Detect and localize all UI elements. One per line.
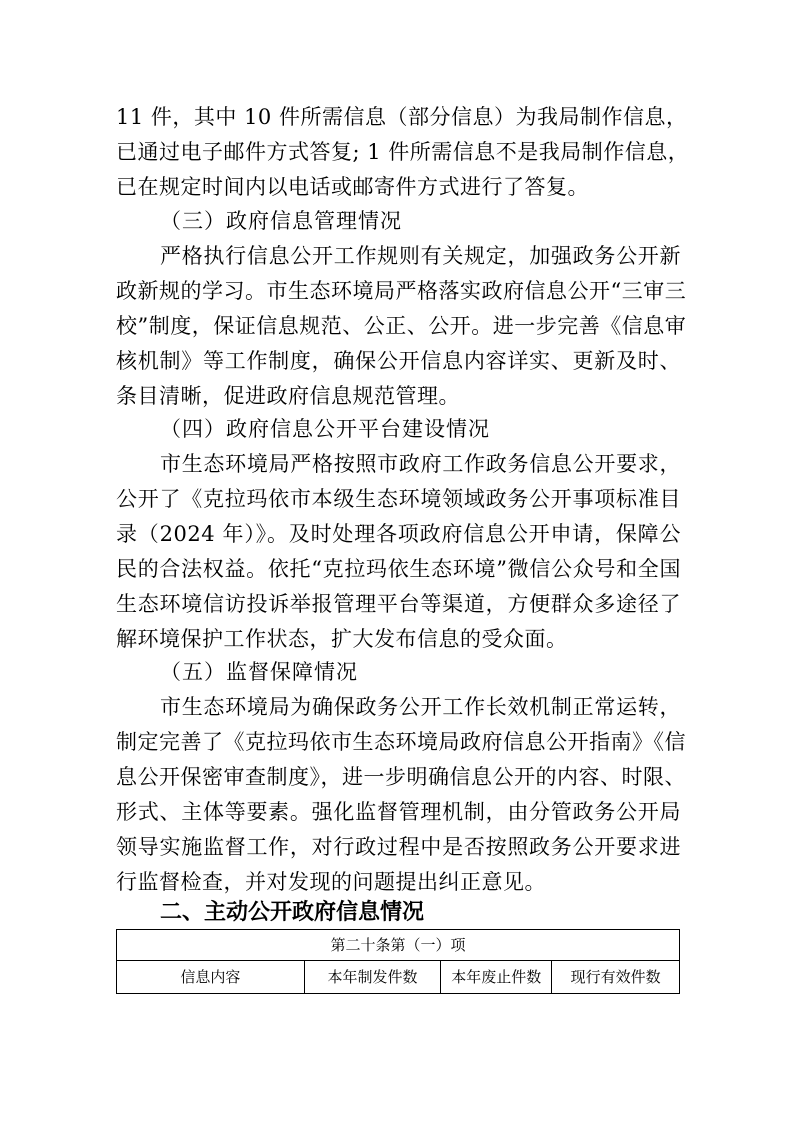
heading-government-info-management: （三）政府信息管理情况 <box>160 209 402 233</box>
paragraph2-line-4: 核机制》等工作制度，确保公开信息内容详实、更新及时、 <box>116 349 681 373</box>
table-header-abolished-this-year: 本年废止件数 <box>441 961 552 994</box>
paragraph4-line-6: 行监督检查，并对发现的问题提出纠正意见。 <box>116 870 546 894</box>
table-header-row <box>117 961 680 994</box>
table-header-info-content: 信息内容 <box>117 961 305 994</box>
paragraph3-line-4: 民的合法权益。依托“克拉玛依生态环境”微信公众号和全国 <box>116 557 681 581</box>
paragraph2-line-5: 条目清晰，促进政府信息规范管理。 <box>116 384 460 408</box>
paragraph3-line-1: 市生态环境局严格按照市政府工作政务信息公开要求， <box>160 452 681 476</box>
paragraph4-line-5: 领导实施监督工作，对行政过程中是否按照政务公开要求进 <box>116 835 681 859</box>
paragraph3-line-5: 生态环境信访投诉举报管理平台等渠道，方便群众多途径了 <box>116 592 681 616</box>
paragraph4-line-3: 息公开保密审查制度》，进一步明确信息公开的内容、时限、 <box>116 765 686 789</box>
paragraph1-line-1: 11 件，其中 10 件所需信息（部分信息）为我局制作信息， <box>116 105 688 129</box>
paragraph4-line-2: 制定完善了《克拉玛依市生态环境局政府信息公开指南》《信 <box>116 730 686 754</box>
table-title: 第二十条第（一）项 <box>117 930 680 961</box>
paragraph3-line-2: 公开了《克拉玛依市本级生态环境领域政务公开事项标准目 <box>116 487 681 511</box>
paragraph2-line-3: 校”制度，保证信息规范、公正、公开。进一步完善《信息审 <box>116 314 687 338</box>
paragraph3-line-3: 录（2024 年）》。及时处理各项政府信息公开申请，保障公 <box>116 522 681 546</box>
paragraph4-line-1: 市生态环境局为确保政务公开工作长效机制正常运转， <box>160 695 681 719</box>
paragraph3-line-6: 解环境保护工作状态，扩大发布信息的受众面。 <box>116 627 568 651</box>
section-heading-proactive-disclosure: 二、主动公开政府信息情况 <box>160 900 425 925</box>
table-header-currently-valid: 现行有效件数 <box>552 961 680 994</box>
paragraph2-line-1: 严格执行信息公开工作规则有关规定，加强政务公开新 <box>160 244 681 268</box>
paragraph1-line-2: 已通过电子邮件方式答复; 1 件所需信息不是我局制作信息， <box>116 140 690 164</box>
heading-platform-construction: （四）政府信息公开平台建设情况 <box>160 417 490 441</box>
paragraph2-line-2: 政新规的学习。市生态环境局严格落实政府信息公开“三审三 <box>116 279 687 303</box>
table-title-row <box>117 930 680 961</box>
heading-supervision: （五）监督保障情况 <box>160 660 358 684</box>
table-header-issued-this-year: 本年制发件数 <box>304 961 441 994</box>
disclosure-table <box>116 929 680 994</box>
paragraph4-line-4: 形式、主体等要素。强化监督管理机制，由分管政务公开局 <box>116 800 681 824</box>
paragraph1-line-3: 已在规定时间内以电话或邮寄件方式进行了答复。 <box>116 175 589 199</box>
